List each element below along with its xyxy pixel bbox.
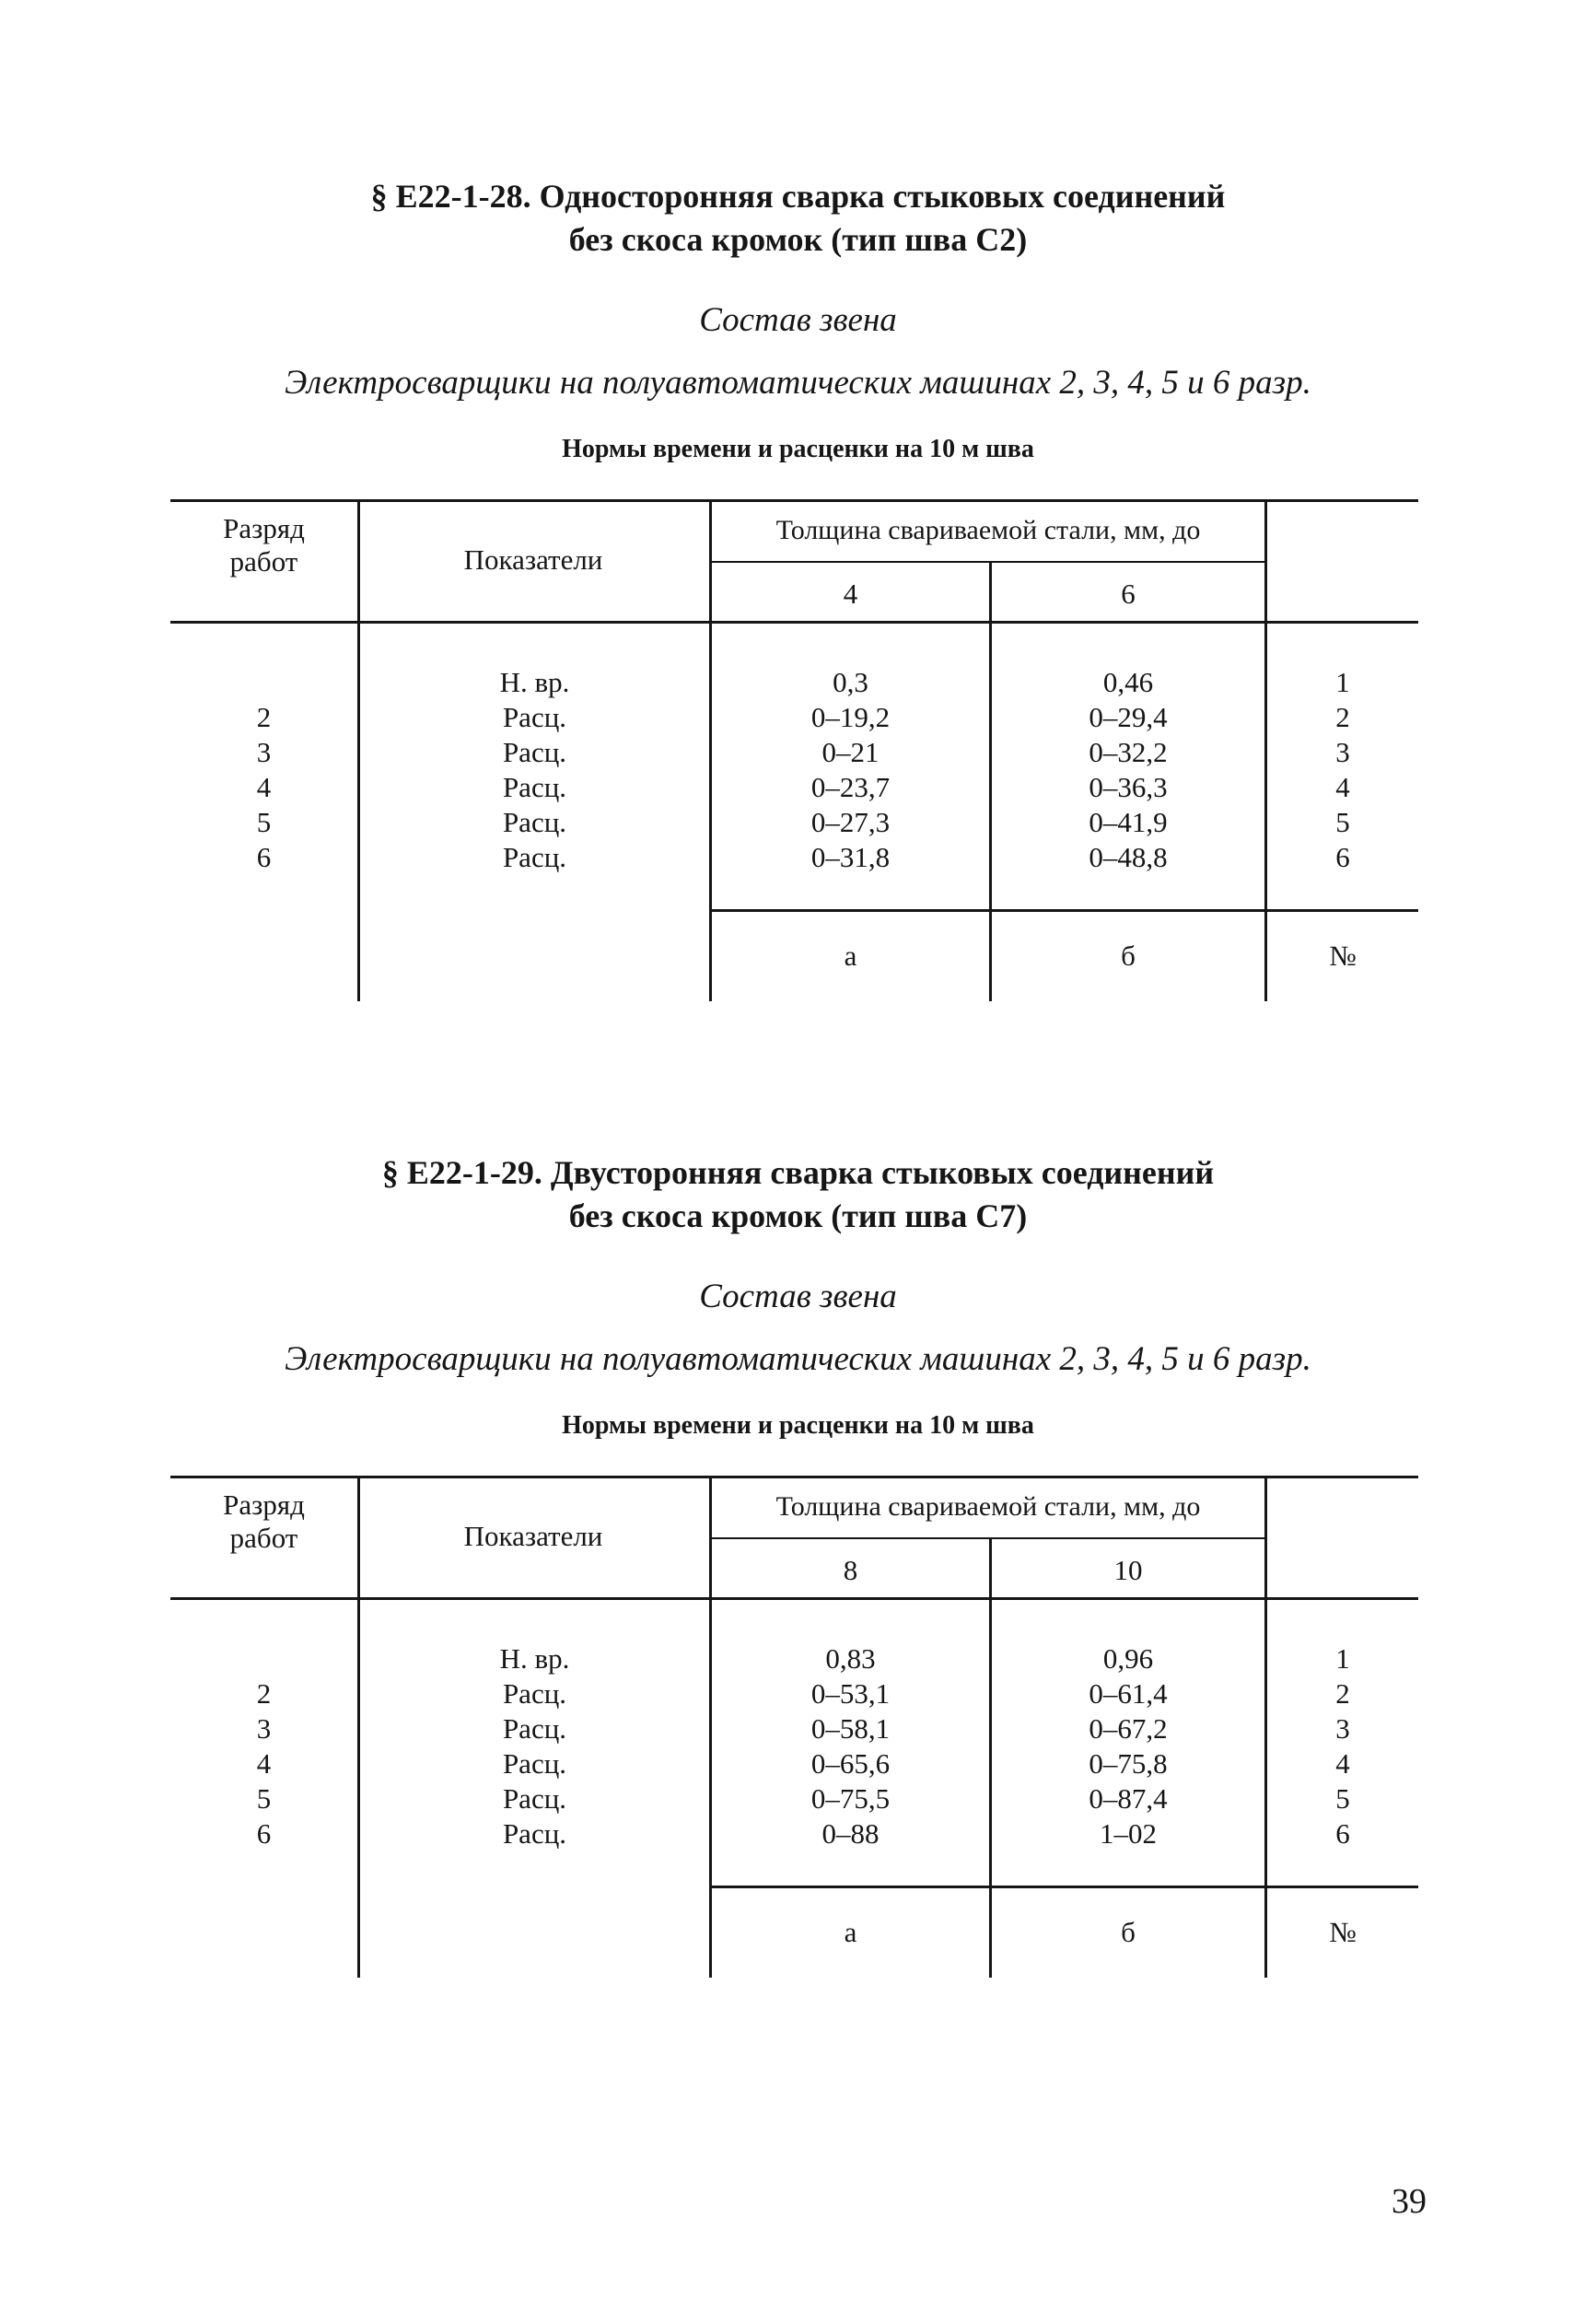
rank-column (170, 1641, 357, 1851)
indicator-cell: Расц. (502, 1677, 567, 1710)
header-indicator: Показатели (463, 1520, 603, 1552)
value-cell: 0–61,4 (1089, 1677, 1168, 1710)
value-column-a (712, 665, 989, 875)
header-thickness-b: 10 (1113, 1554, 1143, 1586)
rank-cell: 3 (256, 736, 272, 768)
rank-cell (170, 665, 357, 700)
value-cell: 0–23,7 (810, 771, 891, 803)
row-number-cell: 5 (1335, 1782, 1350, 1815)
value-cell: 0,46 (1102, 666, 1154, 698)
row-number-cell: 4 (1335, 771, 1350, 803)
indicator-cell: Расц. (502, 1747, 567, 1780)
norms-table (170, 1476, 1418, 1978)
section-title-line1: § Е22-1-28. Односторонняя сварка стыковых соединений (370, 178, 1226, 215)
section-title (0, 175, 1596, 262)
row-number-cell: 6 (1335, 1817, 1350, 1850)
table-rule (709, 561, 1266, 563)
rank-column (170, 665, 357, 875)
rank-cell: 4 (256, 771, 272, 803)
page-number: 39 (1392, 2182, 1427, 2221)
indicator-cell: Расц. (502, 771, 567, 803)
norms-heading: Нормы времени и расценки на 10 м шва (562, 1411, 1034, 1440)
indicator-cell: Расц. (502, 1712, 567, 1745)
value-cell: 0–36,3 (1089, 771, 1168, 803)
value-cell: 0–53,1 (810, 1677, 891, 1710)
table-rule (709, 909, 1418, 912)
header-rank-line1: Разряд (223, 512, 305, 544)
indicator-cell: Н. вр. (499, 1642, 570, 1675)
header-rank (170, 1489, 357, 1555)
value-cell: 1–02 (1100, 1817, 1157, 1850)
row-number-cell: 2 (1335, 1677, 1350, 1710)
header-indicator: Показатели (463, 543, 603, 576)
footer-a: а (844, 940, 857, 972)
value-column-b (992, 665, 1264, 875)
row-number-column (1267, 1641, 1418, 1851)
header-thickness-b: 6 (1121, 578, 1136, 610)
indicator-cell: Расц. (502, 1817, 567, 1850)
footer-a: а (844, 1916, 857, 1948)
value-cell: 0–41,9 (1089, 806, 1168, 838)
rank-cell (170, 1641, 357, 1676)
value-cell: 0–58,1 (810, 1712, 891, 1745)
header-thickness: Толщина свариваемой стали, мм, до (775, 1491, 1201, 1522)
rank-cell: 5 (256, 806, 272, 838)
indicator-cell: Расц. (502, 806, 567, 838)
value-cell: 0–65,6 (810, 1747, 891, 1780)
header-rank-line1: Разряд (223, 1489, 305, 1521)
rank-cell: 4 (256, 1747, 272, 1780)
crew-heading: Состав звена (699, 1278, 897, 1315)
indicator-cell: Расц. (502, 736, 567, 768)
value-cell: 0–32,2 (1089, 736, 1168, 768)
value-cell: 0–88 (821, 1817, 880, 1850)
value-cell: 0–75,8 (1089, 1747, 1168, 1780)
row-number-cell: 1 (1335, 666, 1350, 698)
indicator-cell: Расц. (502, 701, 567, 733)
row-number-cell: 5 (1335, 806, 1350, 838)
rank-cell: 5 (256, 1782, 272, 1815)
header-thickness-a: 8 (843, 1554, 858, 1586)
value-cell: 0–19,2 (810, 701, 891, 733)
crew-heading: Состав звена (699, 301, 897, 339)
footer-b: б (1121, 1916, 1136, 1948)
row-number-cell: 1 (1335, 1642, 1350, 1675)
section-title-line2: без скоса кромок (тип шва С7) (568, 1197, 1028, 1234)
row-number-column (1267, 665, 1418, 875)
section-title-line2: без скоса кромок (тип шва С2) (568, 221, 1028, 258)
value-cell: 0–21 (821, 736, 880, 768)
table-rule (709, 1537, 1266, 1539)
section-title (0, 1151, 1596, 1238)
row-number-cell: 3 (1335, 736, 1350, 768)
section-e22-1-28 (0, 175, 1596, 1001)
table-rule (709, 1886, 1418, 1888)
crew-text: Электросварщики на полуавтоматических машинах 2, 3, 4, 5 и 6 разр. (285, 1340, 1311, 1378)
norms-heading: Нормы времени и расценки на 10 м шва (562, 435, 1034, 463)
row-number-cell: 3 (1335, 1712, 1350, 1745)
value-cell: 0–87,4 (1089, 1782, 1168, 1815)
footer-b: б (1121, 940, 1136, 972)
value-cell: 0,3 (833, 666, 868, 698)
header-rank-line2: работ (229, 545, 298, 578)
header-rank (170, 512, 357, 578)
indicator-column (360, 665, 709, 875)
norms-table (170, 499, 1418, 1001)
value-cell: 0–67,2 (1089, 1712, 1168, 1745)
rank-cell: 6 (256, 1817, 272, 1850)
row-number-cell: 2 (1335, 701, 1350, 733)
indicator-cell: Н. вр. (499, 666, 570, 698)
rank-cell: 3 (256, 1712, 272, 1745)
header-thickness: Толщина свариваемой стали, мм, до (775, 515, 1201, 545)
rank-cell: 6 (256, 841, 272, 873)
indicator-cell: Расц. (502, 1782, 567, 1815)
value-cell: 0–48,8 (1089, 841, 1168, 873)
footer-no: № (1329, 1916, 1357, 1948)
footer-no: № (1329, 940, 1357, 972)
value-cell: 0–31,8 (810, 841, 891, 873)
rank-cell: 2 (256, 701, 272, 733)
value-cell: 0–27,3 (810, 806, 891, 838)
header-rank-line2: работ (229, 1522, 298, 1554)
row-number-cell: 4 (1335, 1747, 1350, 1780)
value-column-b (992, 1641, 1264, 1851)
indicator-column (360, 1641, 709, 1851)
value-cell: 0–75,5 (810, 1782, 891, 1815)
header-thickness-a: 4 (843, 578, 858, 610)
value-cell: 0–29,4 (1089, 701, 1168, 733)
indicator-cell: Расц. (502, 841, 567, 873)
value-cell: 0,83 (825, 1642, 876, 1675)
row-number-cell: 6 (1335, 841, 1350, 873)
value-column-a (712, 1641, 989, 1851)
rank-cell: 2 (256, 1677, 272, 1710)
value-cell: 0,96 (1102, 1642, 1154, 1675)
crew-text: Электросварщики на полуавтоматических машинах 2, 3, 4, 5 и 6 разр. (285, 364, 1311, 402)
section-title-line1: § Е22-1-29. Двусторонняя сварка стыковых соединений (381, 1154, 1215, 1191)
section-e22-1-29 (0, 1151, 1596, 1978)
